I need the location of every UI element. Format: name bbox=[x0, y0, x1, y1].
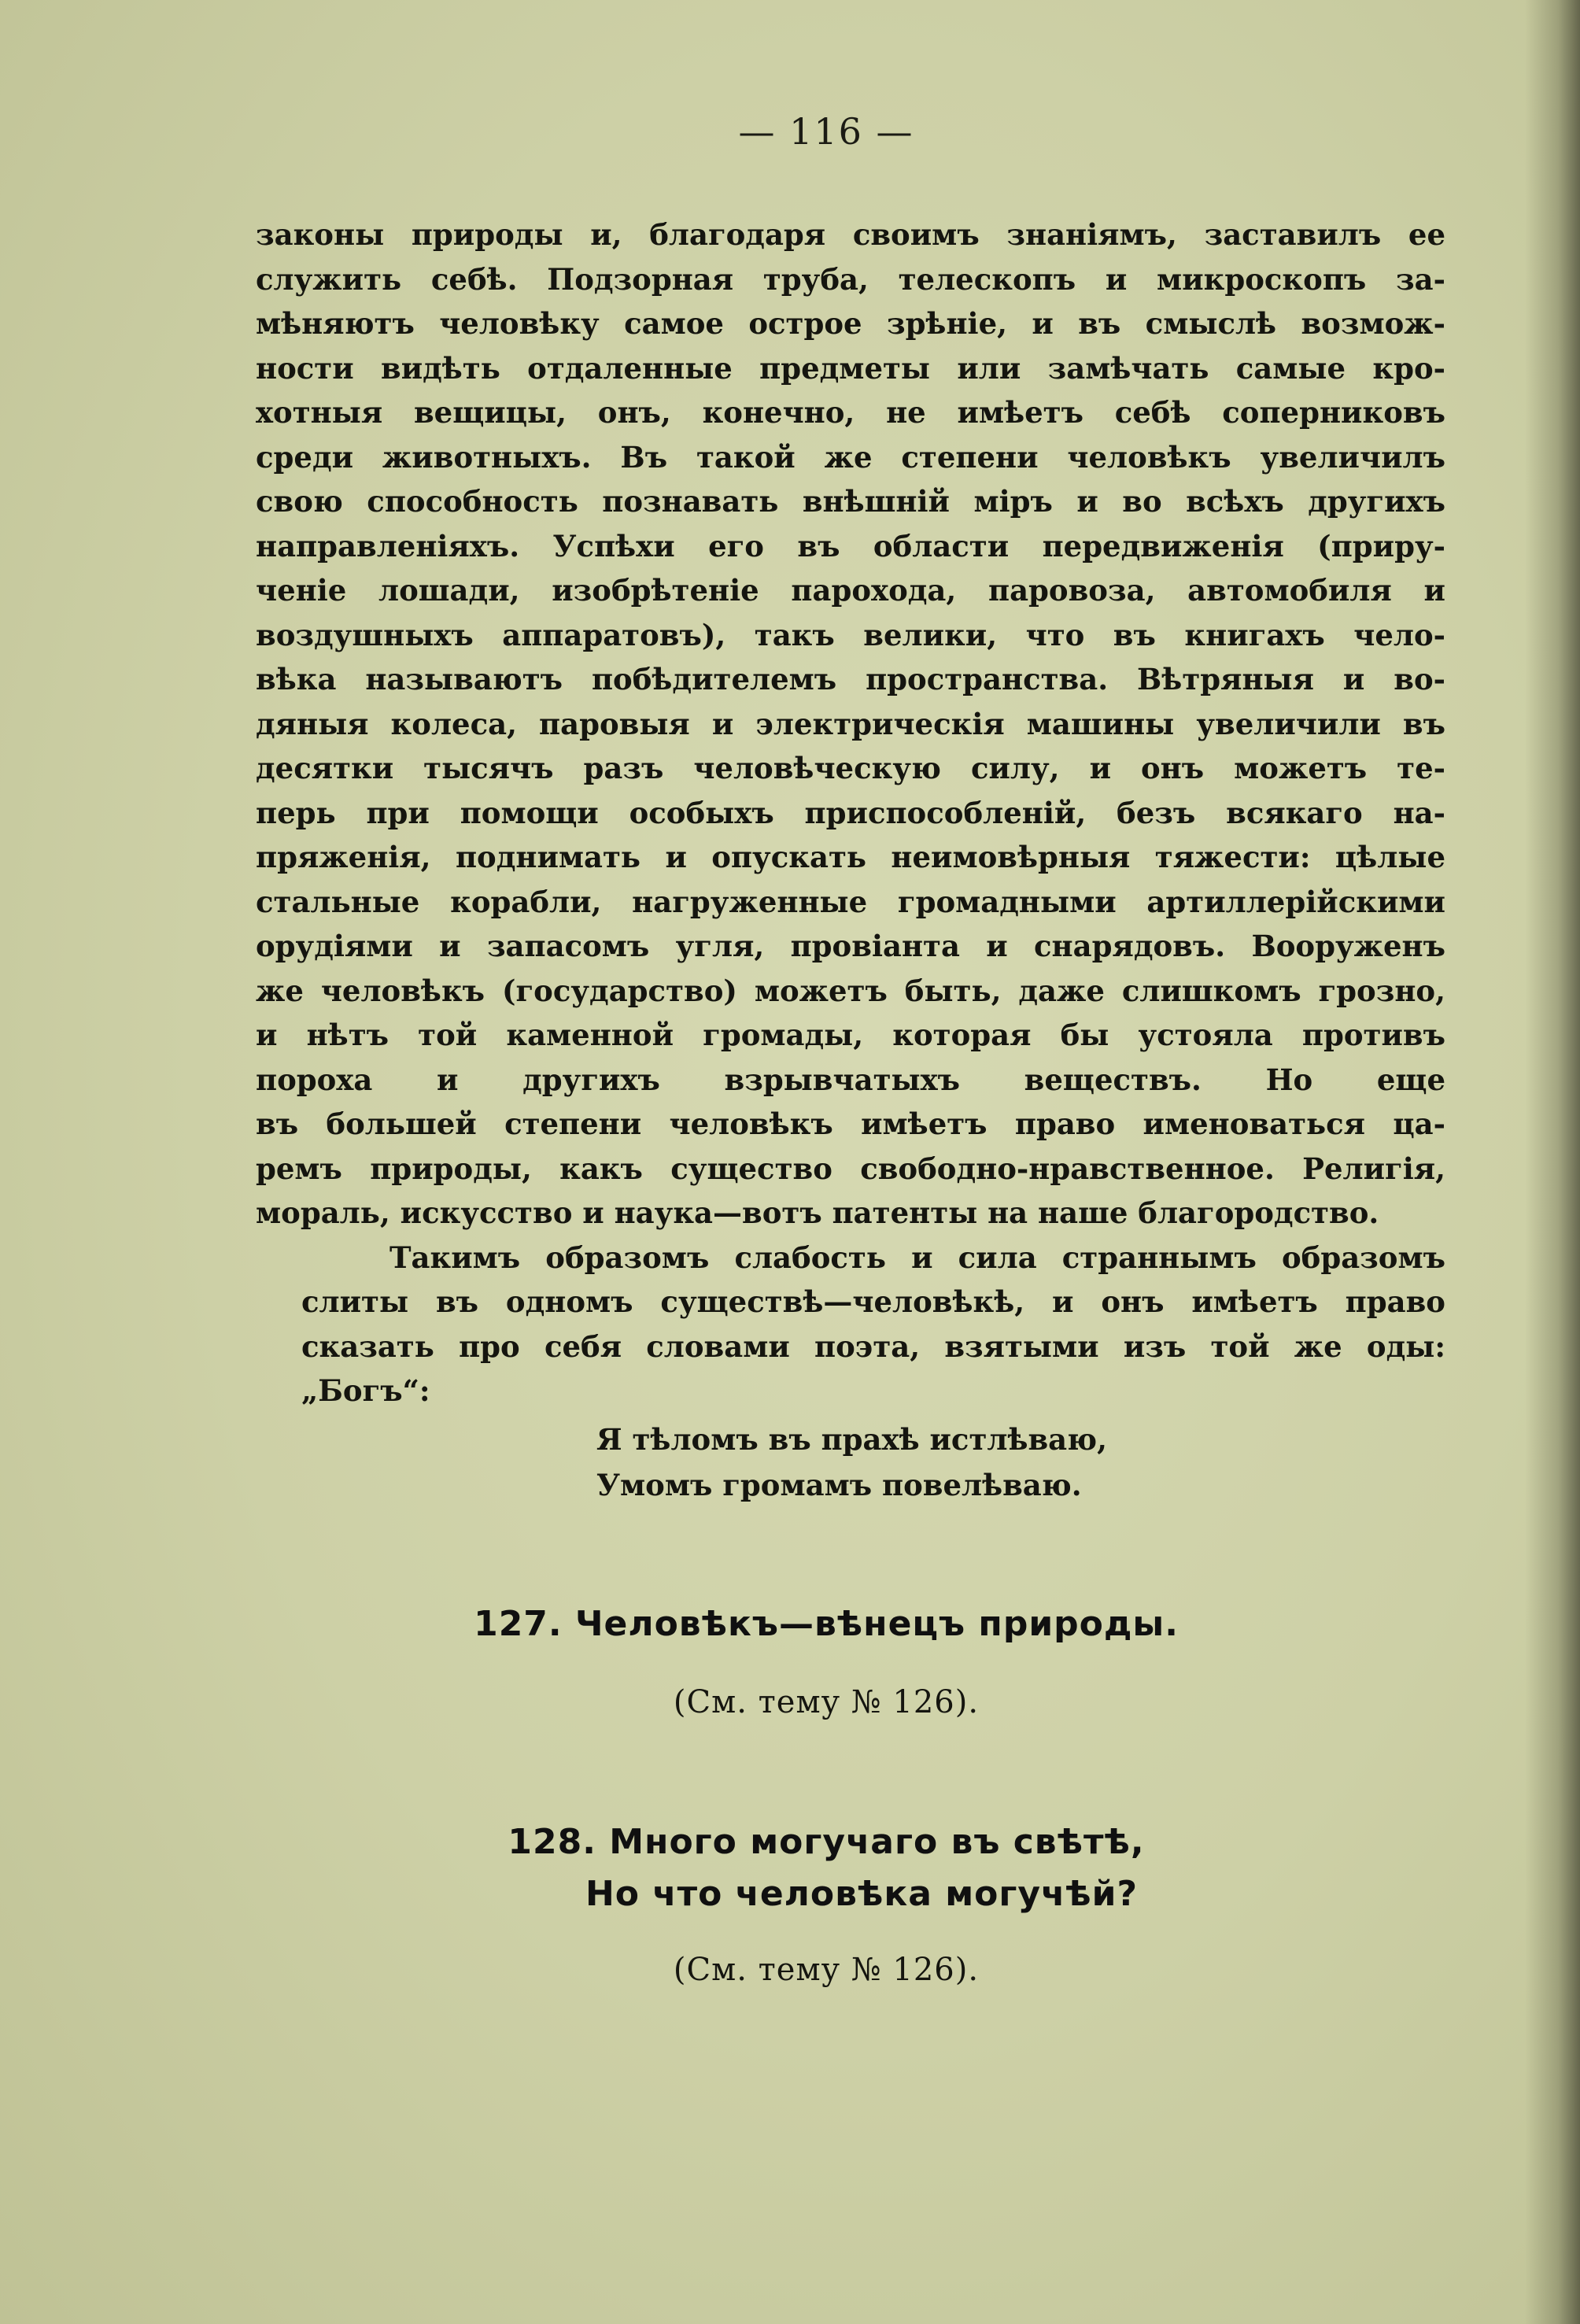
text-line: десятки тысячъ разъ человѣческую силу, и онъ можетъ те- bbox=[256, 751, 1445, 785]
section-heading-128 bbox=[0, 1816, 1580, 1920]
text-line: ченіе лошади, изобрѣтеніе парохода, паровоза, автомобиля и bbox=[256, 573, 1445, 608]
section-heading-127 bbox=[0, 1604, 1580, 1644]
text-line: хотныя вещицы, онъ, конечно, не имѣетъ себѣ соперниковъ bbox=[256, 395, 1445, 430]
text-line: Такимъ образомъ слабость и сила страннымъ образомъ bbox=[389, 1240, 1445, 1275]
text-line: сказать про себя словами поэта, взятыми изъ той же оды: bbox=[301, 1328, 1445, 1364]
text-line: законы природы и, благодаря своимъ знаніямъ, заставилъ ее bbox=[256, 217, 1445, 252]
main-text bbox=[256, 212, 1445, 1413]
text-line: ремъ природы, какъ существо свободно-нравственное. Религія, bbox=[256, 1151, 1445, 1186]
heading-text: 127. Человѣкъ—вѣнецъ природы. bbox=[474, 1604, 1179, 1644]
see-topic-reference: (См. тему № 126). bbox=[673, 1684, 980, 1720]
heading-text: 128. Много могучаго въ свѣтѣ, bbox=[508, 1822, 1145, 1862]
verse-line: Я тѣломъ въ прахѣ истлѣваю, bbox=[596, 1422, 1107, 1457]
text-line: орудіями и запасомъ угля, провіанта и снарядовъ. Вооруженъ bbox=[256, 929, 1445, 963]
text-line: же человѣкъ (государство) можетъ быть, даже слишкомъ грозно, bbox=[256, 973, 1445, 1008]
text-line: среди животныхъ. Въ такой же степени человѣкъ увеличилъ bbox=[256, 439, 1445, 475]
text-line: слиты въ одномъ существѣ—человѣкѣ, и онъ имѣетъ право bbox=[301, 1284, 1445, 1319]
see-topic-reference: (См. тему № 126). bbox=[673, 1952, 980, 1988]
text-line: служить себѣ. Подзорная труба, телескопъ и микроскопъ за- bbox=[256, 261, 1445, 297]
text-line: мораль, искусство и наука—вотъ патенты на наше благородство. bbox=[256, 1195, 1379, 1230]
heading-text: Но что человѣка могучѣй? bbox=[585, 1874, 1139, 1914]
text-line: пороха и другихъ взрывчатыхъ веществъ. Но еще bbox=[256, 1062, 1445, 1097]
text-line: перь при помощи особыхъ приспособленій, безъ всякаго на- bbox=[256, 795, 1445, 830]
text-line: пряженія, поднимать и опускать неимовѣрныя тяжести: цѣлые bbox=[256, 840, 1445, 874]
text-line: и нѣтъ той каменной громады, которая бы устояла противъ bbox=[256, 1018, 1445, 1052]
text-line: дяныя колеса, паровыя и электрическія машины увеличили въ bbox=[256, 706, 1445, 741]
text-line: „Богъ“: bbox=[301, 1373, 430, 1408]
text-line: ности видѣть отдаленные предметы или замѣчать самые кро- bbox=[256, 350, 1445, 386]
text-line: вѣка называютъ побѣдителемъ пространства. Вѣтряныя и во- bbox=[256, 662, 1445, 696]
verse-line: Умомъ громамъ повелѣваю. bbox=[596, 1468, 1082, 1502]
text-line: въ большей степени человѣкъ имѣетъ право именоваться ца- bbox=[256, 1107, 1445, 1141]
text-line: направленіяхъ. Успѣхи его въ области передвиженія (приру- bbox=[256, 528, 1445, 563]
page-number: — 116 — bbox=[738, 110, 914, 153]
verse-quote bbox=[596, 1417, 1107, 1508]
text-line: воздушныхъ аппаратовъ), такъ велики, что въ книгахъ чело- bbox=[256, 617, 1445, 652]
text-line: стальные корабли, нагруженные громадными артиллерійскими bbox=[256, 884, 1445, 919]
text-line: свою способность познавать внѣшній міръ и во всѣхъ другихъ bbox=[256, 484, 1445, 519]
text-line: мѣняютъ человѣку самое острое зрѣніе, и въ смыслѣ возмож- bbox=[256, 306, 1445, 341]
